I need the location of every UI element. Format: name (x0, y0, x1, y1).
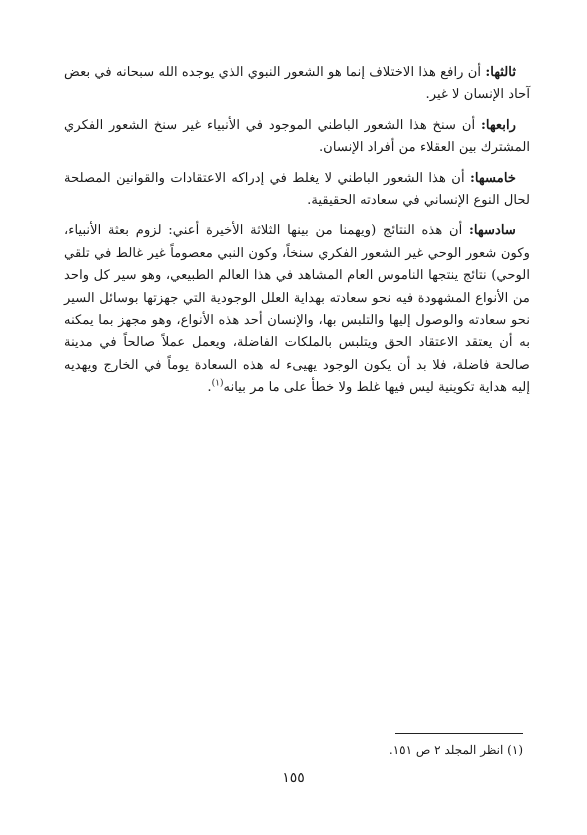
paragraph-fifth (64, 168, 530, 213)
paragraph-text: أن سنخ هذا الشعور الباطني الموجود في الأنبياء غير سنخ الشعور الفكري المشترك بين العقلاء من أفراد الإنسان. (64, 117, 530, 156)
paragraph-tail: . (207, 380, 212, 396)
paragraph-lead: خامسها: (470, 170, 516, 186)
paragraph-fourth (64, 115, 530, 160)
page-number: ١٥٥ (282, 770, 305, 786)
footnote (57, 741, 523, 759)
paragraph-text: أن هذه النتائج (ويهمنا من بينها الثلاثة الأخيرة أعني: لزوم بعثة الأنبياء، وكون شعور الوحي غير الشعور الفكري سنخاً، وكون النبي معصوماً غير غالط في تلقي الوحي) نتائج ينتجها الناموس العام المشاهد في هذا العالم الطبيعي، وهو سير كل واحد من الأنواع المشهودة فيه نحو سعادته بهداية العلل الوجودية التي جهزتها بوسائل السير نحو سعادته والوصول إليها والتلبس بها، والإنسان أحد هذه الأنواع، وهو مجهز بما يمكنه به أن يعتقد الاعتقاد الحق ويتلبس بالملكات الفاضلة، ويعمل عملاً صالحاً في مدينة صالحة فاضلة، فلا بد أن يكون الوجود يهيىء له هذه السعادة يوماً في الخارج ويهديه إليه هداية تكوينية ليس فيها غلط ولا خطأ على ما مر بيانه (64, 223, 530, 396)
footnote-divider (395, 733, 523, 734)
page-body (64, 62, 530, 408)
footnote-marker: (١) (507, 743, 523, 757)
footnote-reference[interactable]: (١) (211, 378, 224, 389)
paragraph-text: أن رافع هذا الاختلاف إنما هو الشعور النبوي الذي يوجده الله سبحانه في بعض آحاد الإنسان لا غير. (64, 65, 530, 103)
footnote-text: انظر المجلد ٢ ص ١٥١. (388, 743, 504, 757)
paragraph-lead: سادسها: (469, 223, 516, 239)
paragraph-text: أن هذا الشعور الباطني لا يغلط في إدراكه الاعتقادات والقوانين المصلحة لحال النوع الإنساني في سعادته الحقيقية. (64, 170, 530, 209)
paragraph-lead: ثالثها: (485, 65, 516, 80)
paragraph-third (64, 62, 530, 107)
paragraph-sixth (64, 220, 530, 399)
paragraph-lead: رابعها: (480, 117, 516, 133)
